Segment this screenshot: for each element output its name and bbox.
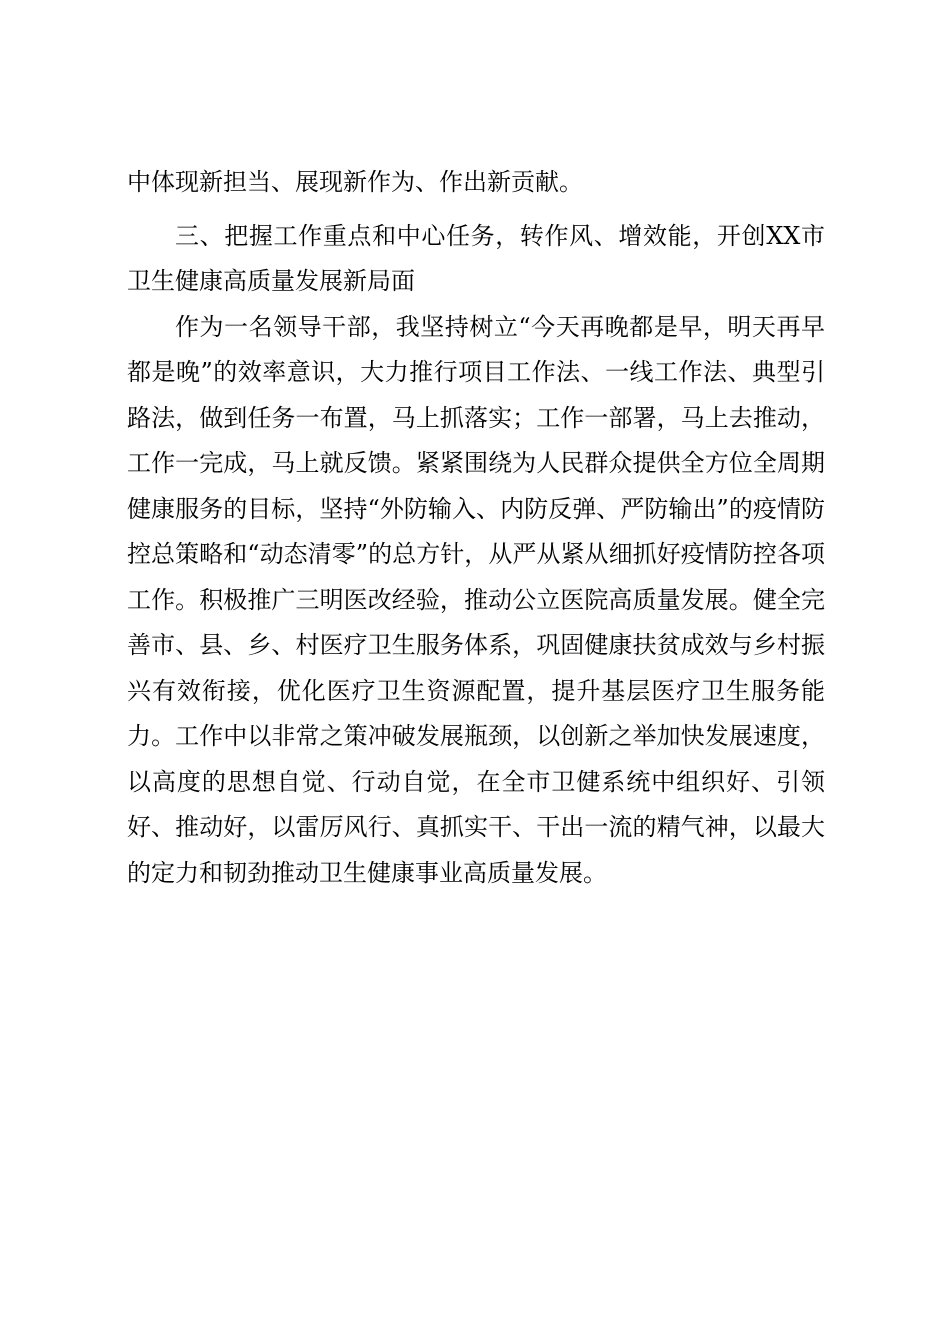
continuation-paragraph: 中体现新担当、展现新作为、作出新贡献。	[127, 168, 583, 196]
section-heading: 三、把握工作重点和中心任务，转作风、增效能，开创XX市卫生健康高质量发展新局面	[127, 221, 825, 295]
document-body	[127, 160, 825, 896]
body-paragraph: 作为一名领导干部，我坚持树立“今天再晚都是早，明天再早都是晚”的效率意识，大力推行项目工作法、一线工作法、典型引路法，做到任务一布置，马上抓落实；工作一部署，马上去推动，工作一完成，马上就反馈。紧紧围绕为人民群众提供全方位全周期健康服务的目标，坚持“外防输入、内防反弹、严防输出”的疫情防控总策略和“动态清零”的总方针，从严从紧从细抓好疫情防控各项工作。积极推广三明医改经验，推动公立医院高质量发展。健全完善市、县、乡、村医疗卫生服务体系，巩固健康扶贫成效与乡村振兴有效衔接，优化医疗卫生资源配置，提升基层医疗卫生服务能力。工作中以非常之策冲破发展瓶颈，以创新之举加快发展速度，以高度的思想自觉、行动自觉，在全市卫健系统中组织好、引领好、推动好，以雷厉风行、真抓实干、干出一流的精气神，以最大的定力和韧劲推动卫生健康事业高质量发展。	[127, 312, 825, 887]
